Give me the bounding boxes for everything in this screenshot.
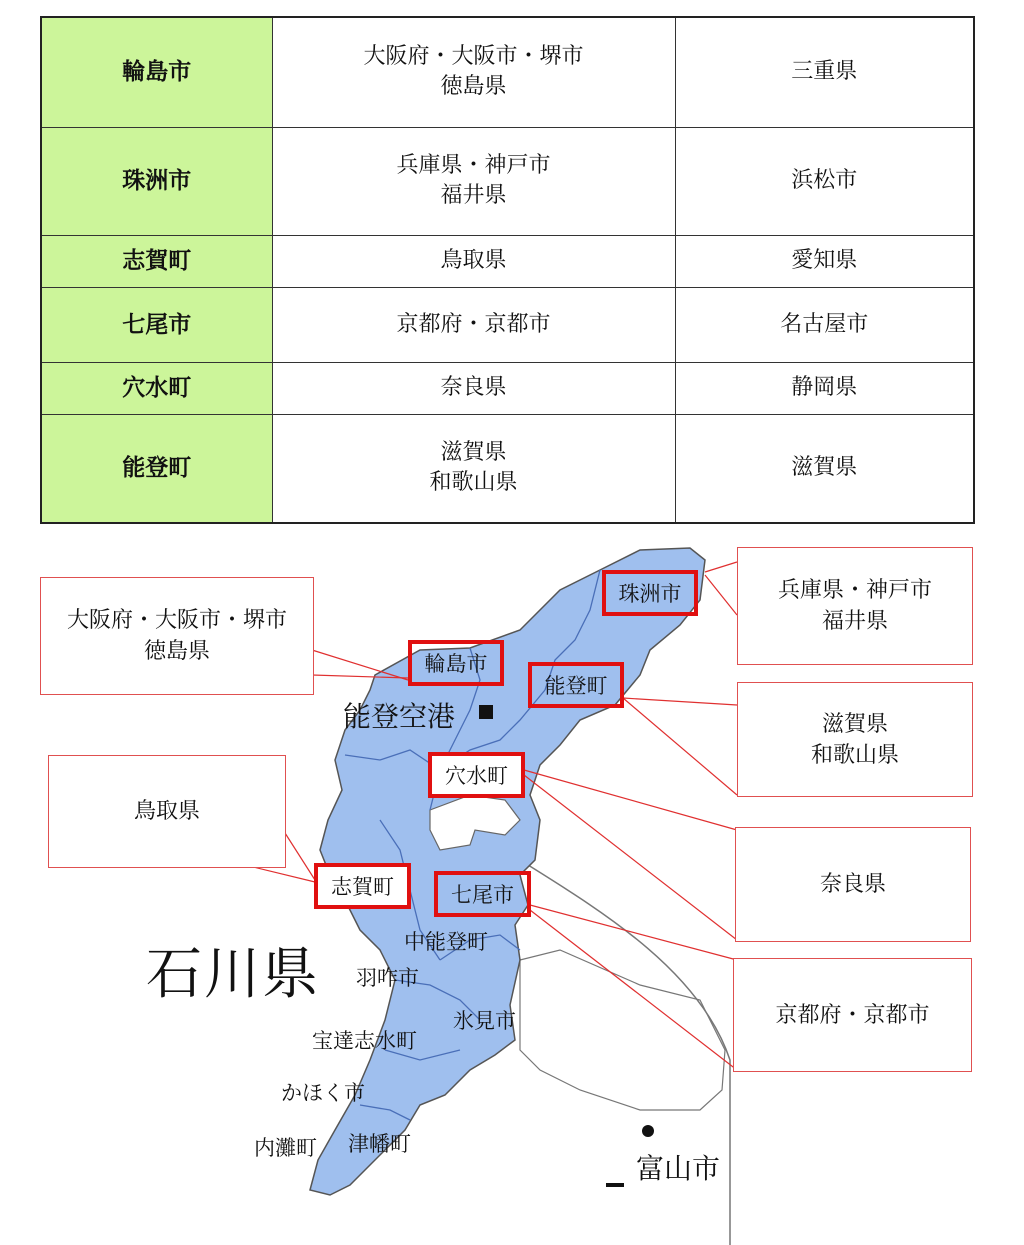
supporter-cell — [272, 17, 675, 127]
himi-label: 氷見市 — [453, 1009, 516, 1033]
supporter-line: 大阪府・大阪市・堺市 — [363, 44, 584, 70]
callout-shika — [48, 755, 286, 868]
nakanoto-label: 中能登町 — [404, 930, 488, 954]
toyama-label: 富山市 — [636, 1152, 721, 1185]
noto-highlight: 能登町 — [528, 662, 624, 708]
nanao-highlight: 七尾市 — [434, 871, 531, 917]
city-cell: 輪島市 — [41, 17, 272, 127]
shika-highlight: 志賀町 — [314, 863, 411, 909]
callout-line: 奈良県 — [819, 872, 886, 897]
kahoku-label: かほく市 — [281, 1081, 365, 1105]
hakui-label: 羽咋市 — [356, 966, 419, 990]
toyama-bay-coast — [520, 860, 730, 1245]
supporter-line: 和歌山県 — [429, 470, 518, 496]
toyama-tick — [606, 1183, 624, 1187]
leader-suzu-2 — [705, 575, 737, 615]
other-cell: 静岡県 — [675, 362, 974, 414]
city-cell: 七尾市 — [41, 287, 272, 362]
city-cell: 珠洲市 — [41, 127, 272, 235]
callout-line: 福井県 — [821, 609, 888, 634]
table-row — [41, 362, 974, 414]
callout-line: 兵庫県・神戸市 — [777, 578, 932, 603]
callout-line: 鳥取県 — [133, 799, 200, 824]
leader-noto — [623, 698, 737, 705]
toyama-city-dot — [642, 1125, 654, 1137]
supporter-line: 福井県 — [440, 183, 507, 208]
other-cell: 愛知県 — [675, 235, 974, 287]
leader-noto-2 — [623, 698, 737, 795]
other-cell: 浜松市 — [675, 127, 974, 235]
other-cell: 滋賀県 — [675, 414, 974, 523]
hodatsushimizu-label: 宝達志水町 — [312, 1029, 417, 1053]
leader-nanao-2 — [530, 910, 737, 1070]
table-row — [41, 414, 974, 523]
supporter-line: 徳島県 — [440, 74, 507, 100]
support-table — [40, 16, 975, 524]
supporter-cell — [272, 414, 675, 523]
city-cell: 穴水町 — [41, 362, 272, 414]
callout-wajima — [40, 577, 314, 695]
airport-marker — [479, 705, 493, 719]
city-cell: 能登町 — [41, 414, 272, 523]
callout-line: 京都府・京都市 — [775, 1002, 930, 1028]
airport-label: 能登空港 — [343, 700, 456, 733]
tsubata-label: 津幡町 — [348, 1132, 411, 1156]
table-row — [41, 127, 974, 235]
table-row — [41, 287, 974, 362]
leader-suzu — [705, 562, 737, 572]
uchinada-label: 内灘町 — [254, 1136, 317, 1160]
supporter-cell: 京都府・京都市 — [272, 287, 675, 362]
supporter-line: 兵庫県・神戸市 — [396, 153, 551, 178]
table-row — [41, 17, 974, 127]
toyama-land — [520, 950, 725, 1110]
supporter-cell — [272, 127, 675, 235]
leader-shika — [285, 833, 315, 880]
callout-nanao — [733, 958, 972, 1072]
callout-line: 大阪府・大阪市・堺市 — [66, 608, 287, 633]
wajima-highlight: 輪島市 — [408, 640, 504, 686]
callout-suzu — [737, 547, 973, 665]
anamizu-highlight: 穴水町 — [428, 752, 525, 798]
callout-noto — [737, 682, 973, 797]
callout-line: 滋賀県 — [821, 711, 888, 737]
table-row — [41, 235, 974, 287]
supporter-cell: 鳥取県 — [272, 235, 675, 287]
noto-map — [0, 530, 1024, 1245]
supporter-line: 滋賀県 — [440, 440, 507, 466]
callout-anamizu — [735, 827, 971, 942]
callout-line: 徳島県 — [143, 639, 210, 664]
city-cell: 志賀町 — [41, 235, 272, 287]
prefecture-label: 石川県 — [146, 942, 320, 1007]
leader-nanao — [530, 905, 737, 960]
callout-line: 和歌山県 — [810, 742, 899, 768]
suzu-highlight: 珠洲市 — [602, 570, 698, 616]
other-cell: 名古屋市 — [675, 287, 974, 362]
other-cell: 三重県 — [675, 17, 974, 127]
supporter-cell: 奈良県 — [272, 362, 675, 414]
